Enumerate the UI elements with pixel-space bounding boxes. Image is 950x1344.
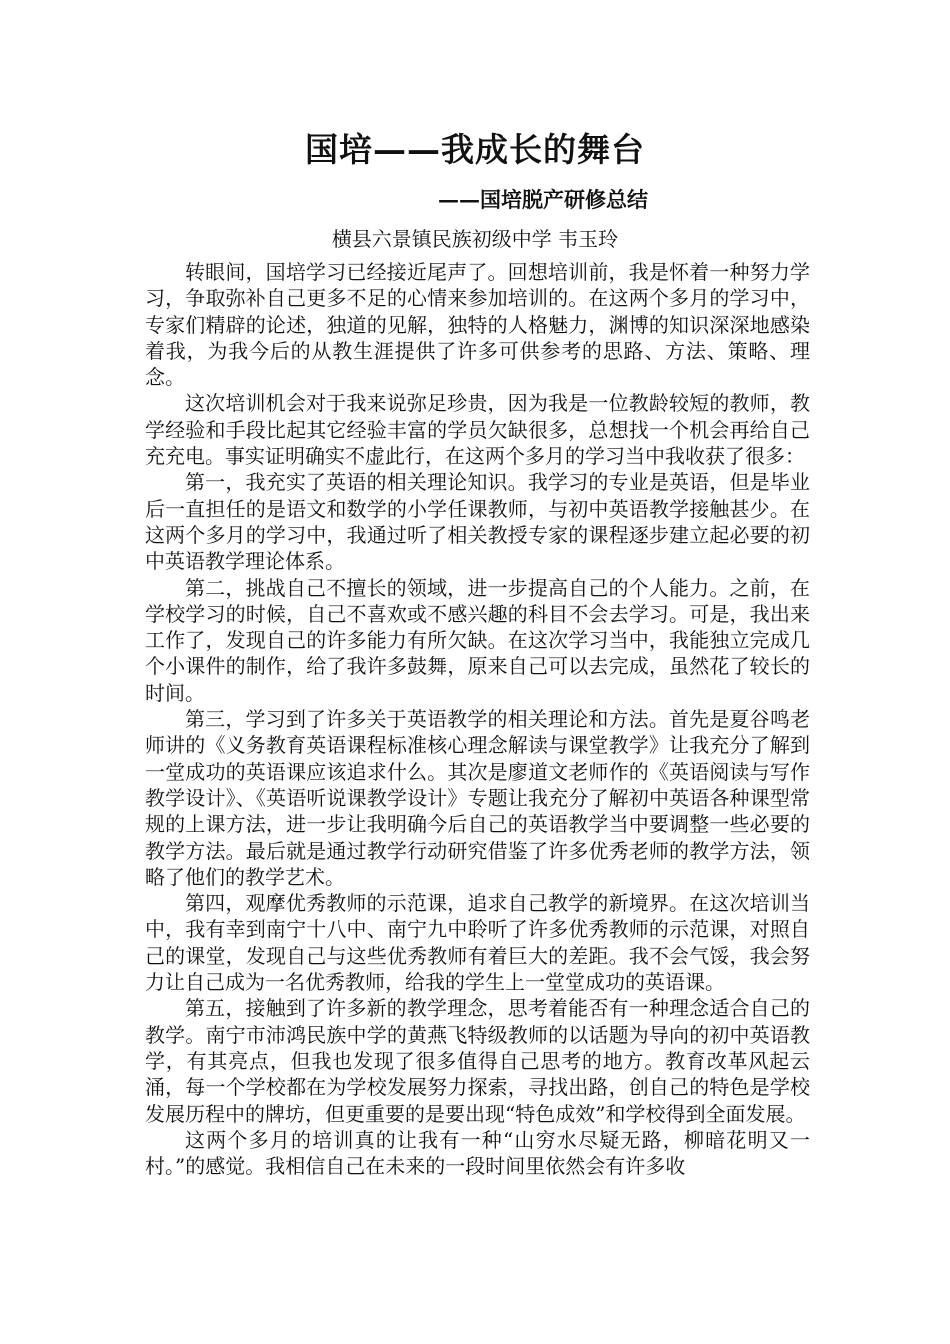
paragraph-first: 第一，我充实了英语的相关理论知识。我学习的专业是英语，但是毕业后一直担任的是语文和数学的小学任课教师，与初中英语教学接触甚少。在这两个多月的学习中，我通过听了相关教授专家的课程逐步建立起必要的初中英语教学理论体系。 <box>145 470 810 574</box>
document-body <box>145 259 810 1179</box>
author-byline: 横县六景镇民族初级中学 韦玉玲 <box>331 227 619 251</box>
document-title: 国培——我成长的舞台 <box>305 130 645 169</box>
paragraph-conclusion: 这两个多月的培训真的让我有一种“山穷水尽疑无路，柳暗花明又一村。”的感觉。我相信自己在未来的一段时间里依然会有许多收 <box>145 1127 810 1179</box>
document-subtitle: ——国培脱产研修总结 <box>438 187 648 212</box>
paragraph-third: 第三，学习到了许多关于英语教学的相关理论和方法。首先是夏谷鸣老师讲的《义务教育英语课程标准核心理念解读与课堂教学》让我充分了解到一堂成功的英语课应该追求什么。其次是廖道文老师作的《英语阅读与写作教学设计》、《英语听说课教学设计》专题让我充分了解初中英语各种课型常规的上课方法，进一步让我明确今后自己的英语教学当中要调整一些必要的教学方法。最后就是通过教学行动研究借鉴了许多优秀老师的教学方法，领略了他们的教学艺术。 <box>145 707 810 889</box>
paragraph-intro: 转眼间，国培学习已经接近尾声了。回想培训前，我是怀着一种努力学习，争取弥补自己更多不足的心情来参加培训的。在这两个多月的学习中，专家们精辟的论述，独道的见解，独特的人格魅力，渊博的知识深深地感染着我，为我今后的从教生涯提供了许多可供参考的思路、方法、策略、理念。 <box>145 260 810 390</box>
paragraph-second: 第二，挑战自己不擅长的领域，进一步提高自己的个人能力。之前，在学校学习的时候，自己不喜欢或不感兴趣的科目不会去学习。可是，我出来工作了，发现自己的许多能力有所欠缺。在这次学习当中，我能独立完成几个小课件的制作，给了我许多鼓舞，原来自己可以去完成，虽然花了较长的时间。 <box>145 575 810 705</box>
paragraph-fourth: 第四，观摩优秀教师的示范课，追求自己教学的新境界。在这次培训当中，我有幸到南宁十八中、南宁九中聆听了许多优秀教师的示范课，对照自己的课堂，发现自己与这些优秀教师有着巨大的差距。我不会气馁，我会努力让自己成为一名优秀教师，给我的学生上一堂堂成功的英语课。 <box>145 891 810 995</box>
paragraph-opportunity: 这次培训机会对于我来说弥足珍贵，因为我是一位教龄较短的教师，教学经验和手段比起其它经验丰富的学员欠缺很多，总想找一个机会再给自己充充电。事实证明确实不虚此行，在这两个多月的学习当中我收获了很多： <box>145 391 810 469</box>
paragraph-fifth: 第五，接触到了许多新的教学理念，思考着能否有一种理念适合自己的教学。南宁市沛鸿民族中学的黄燕飞特级教师的以话题为导向的初中英语教学，有其亮点，但我也发现了很多值得自己思考的地方。教育改革风起云涌，每一个学校都在为学校发展努力探索，寻找出路，创自己的特色是学校发展历程中的牌坊，但更重要的是要出现“特色成效”和学校得到全面发展。 <box>145 996 810 1126</box>
